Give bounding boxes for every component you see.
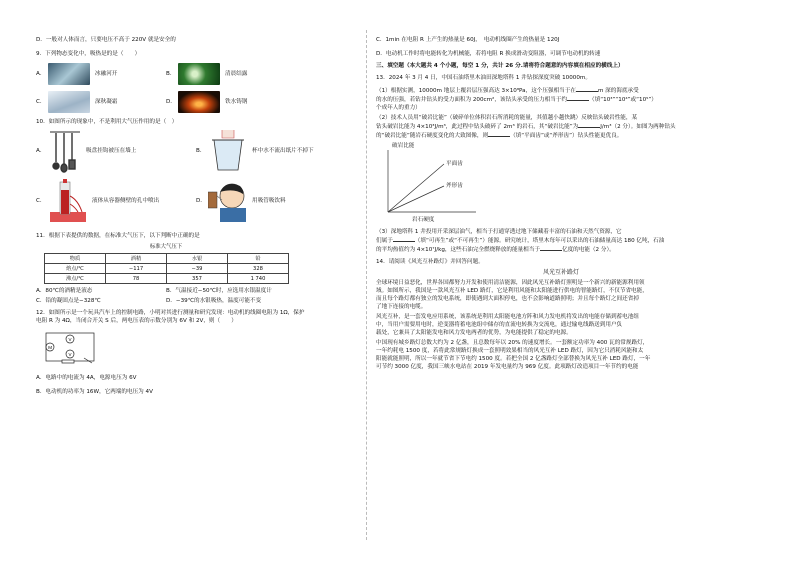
table-header-row: 物质 酒精 水银 铅 <box>45 254 289 264</box>
q9-option-a[interactable]: A． 冰融河开 <box>36 63 166 85</box>
q9-option-b[interactable]: B． 清晨结露 <box>166 63 296 85</box>
q9-row-2 <box>36 88 356 116</box>
q12-option-a[interactable]: A．电路中的电流为 4A，电源电压为 6V <box>36 375 137 381</box>
svg-text:M: M <box>48 345 53 350</box>
answer-blank[interactable] <box>393 236 415 242</box>
question-10: 10．如图所示的现象中，不是利用大气压作用的是（ ） <box>36 119 178 125</box>
q11-option-d[interactable]: D．−39℃的水银吸热，温度可能不变 <box>166 298 262 304</box>
q13-part2-line1: （2）技术人员用“破岩比能”（破碎单位体积岩石所消耗的能量，其值越小越快跳）反映钻头破岩性能，某 <box>376 115 638 121</box>
q9-option-c[interactable]: C． 深秋凝霜 <box>36 91 166 113</box>
chart-legend-flat: 平面齿 <box>446 161 463 167</box>
chart-legend-axe: 斧形齿 <box>446 183 463 189</box>
container-jet-icon <box>48 178 88 224</box>
q10-option-a[interactable]: A． 吸盘挂钩被压在墙上 <box>36 128 196 174</box>
question-12-line-1: 12．如图所示是一个玩具汽车上的控制电路，小明对其进行测量和研究发现：电动机的线圈电阻为 1Ω，保护 <box>36 310 305 316</box>
q13-part1-line2: 的水的压强，若钻井钻头的受力面积为 200cm²，该钻头承受的压力相当于约 （填“10³”“10⁴”或“10⁵”） <box>376 97 657 103</box>
q12-option-b[interactable]: B．电动机的功率为 16W，它两端的电压为 4V <box>36 389 153 395</box>
q13-part2-line3: 的“破岩比能”随岩石硬度变化的大致图像，则 （填“平面齿”或“斧形齿”）钻头性能更优良。 <box>376 133 623 139</box>
table-row: 熔点/℃ −117 −39 328 <box>45 264 289 274</box>
question-11: 11．根据下表提供的数据，在标准大气压下，以下判断中正确的是 <box>36 233 200 239</box>
q13-part1-line1: （1）根据实测，10000m 地层上覆岩层压强高达 3×10⁸Pa，这个压强相当于在 m 深的海底承受 <box>376 88 639 94</box>
q10-row-1 <box>36 126 356 176</box>
article-paragraph-2: 风光互补，是一套发电应用系统，该系统是利用太阳能电池方阵和风力发电机将发出的电能存储到蓄电池组 中，当用户需要用电时，逆变器将蓄电池组中储存的直流电转换为交流电，通过输电线路送到用户负 载处，它兼具了太阳能发电和风力发电两者的优势，为电能提供了稳定的电源。 <box>376 314 639 336</box>
cup-paper-icon <box>208 128 248 174</box>
molten-iron-image <box>178 91 220 113</box>
rock-energy-chart-svg <box>376 142 506 226</box>
svg-text:V: V <box>68 352 72 357</box>
rock-energy-chart <box>376 142 506 226</box>
svg-text:V: V <box>68 337 72 342</box>
section-3-heading: 三、填空题（本大题共 4 个小题，每空 1 分，共计 26 分.请将符合题意的内容填在相应的横线上） <box>376 63 624 69</box>
q13-part3-line1: （3）深地塔科 1 井投用开采深层油气，相当于打通穿透过地下储藏着丰富的石油和天然气资源，它 <box>376 229 622 235</box>
dew-drop-image <box>178 63 220 85</box>
q11-row-2 <box>36 297 356 305</box>
article-paragraph-1: 全球环境日益恶化，世界各国都努力开发和使用清洁能源，因此风光互补路灯照明是一个新兴的新能源利用领 域。如图所示，我国是一款风光互补 LED 路灯，它是利用风能和太阳能进行供电的智能路灯，不仅节省电能， 而且每个路灯都有独立的发电系统，即使遇到大面积停电，也不会影响道路照明；并且每个路灯之间还省掉 了地下连接的电缆。 <box>376 280 648 310</box>
q10-option-c[interactable]: C． 液体从容器侧壁的孔中喷出 <box>36 178 196 224</box>
frost-image <box>48 91 90 113</box>
table-row: 沸点/℃ 78 357 1 740 <box>45 274 289 284</box>
question-9: 9．下列物态变化中，吸热是的是（ ） <box>36 51 141 57</box>
chart-x-label: 岩石硬度 <box>412 217 435 223</box>
q13-part1-line3: 个成年人的重力） <box>376 105 421 111</box>
left-column <box>36 36 356 396</box>
line-axe-tooth <box>388 186 444 212</box>
melting-boiling-table <box>44 253 289 284</box>
q13-part3-line2: 们属于 （填“可再生”或“不可再生”）能源。研究统计，塔里木每年可以采出的石油储量高达 180 亿吨，石油 <box>376 238 665 244</box>
answer-blank[interactable] <box>567 95 589 101</box>
column-divider <box>366 30 367 540</box>
q10-option-d[interactable]: D． 用吸管吸饮料 <box>196 178 356 224</box>
answer-blank[interactable] <box>540 245 562 251</box>
answer-blank[interactable] <box>488 131 510 137</box>
question-14: 14．请阅读《风光互补路灯》并回答问题。 <box>376 259 484 265</box>
right-column <box>376 36 746 371</box>
q12-option-c[interactable]: C．1min 在电阻 R 上产生的热量是 60J， 电动机线圈产生的热量是 120J <box>376 37 560 43</box>
q13-part3-line3: 的平均热值约为 4×10⁷J/kg，这些石油完全燃烧释放的能量相当于 亿度的电能（2 分）。 <box>376 247 615 253</box>
article-title: 风光互补路灯 <box>542 269 579 276</box>
article-paragraph-3: 中国现有城乡路灯总数大约为 2 亿盏，且总数每年以 20% 的速度增长。一套额定功率为 400 瓦的常规路灯， 一年约耗电 1500 度，若将此常规路灯换成一套照明效果相当的风光互补 LED 路灯，因为它只消耗风能和太 阳能就能照明，所以一年就节省下节电约 1500 度。若把全国 2 亿盏路灯全部替换为风光互补 LED 路灯，一年 可节约 3000 亿度，我国三峡水电站在 2019 年发电量约为 969 亿度。此项路灯改造项目一年节约的电能 <box>376 340 651 370</box>
q9-option-d[interactable]: D． 铁水铸钢 <box>166 91 296 113</box>
q13-part2-line2: 钻头破岩比能为 4×10³J/m³，此过程中钻头破碎了 2m³ 的岩石，其“破岩比能”为 J/m³（2 分）。如图为两种钻头 <box>376 124 676 130</box>
q11-option-a[interactable]: A．80℃的酒精是液态 <box>36 288 93 294</box>
line-flat-tooth <box>388 164 444 212</box>
q8-option-d: D．一般对人体而言，只要电压不高于 220V 就是安全的 <box>36 37 176 43</box>
answer-blank[interactable] <box>578 122 600 128</box>
q12-option-d[interactable]: D．电动机工作时将电能转化为机械能，若将电阻 R 换成滑动变阻器，可调节电动机的转速 <box>376 51 601 57</box>
suction-hooks-icon <box>48 128 82 174</box>
q11-option-c[interactable]: C．铅的凝固点是−328℃ <box>36 298 101 304</box>
question-12-line-2: 电阻 R 为 4Ω，当闭合开关 S 后，两电压表的示数分别为 6V 和 2V，则（ ） <box>36 318 237 324</box>
q11-option-b[interactable]: B．气温接近−50℃时，应选用水银温度计 <box>166 288 272 294</box>
q11-row-1 <box>36 287 356 295</box>
q10-option-b[interactable]: B． 杯中水不流出纸片不掉下 <box>196 128 356 174</box>
ice-river-image <box>48 63 90 85</box>
table-title: 标准大气压下 <box>149 244 183 250</box>
answer-blank[interactable] <box>576 86 598 92</box>
q9-row-1 <box>36 60 356 88</box>
chart-y-label: 破岩比能 <box>392 143 415 149</box>
boy-straw-icon <box>208 178 248 224</box>
q10-row-2 <box>36 176 356 226</box>
circuit-diagram-icon <box>40 327 100 369</box>
question-13: 13．2024 年 3 月 4 日，中国石油塔里木油田深地塔科 1 井钻探深度突破 10000m。 <box>376 75 591 81</box>
